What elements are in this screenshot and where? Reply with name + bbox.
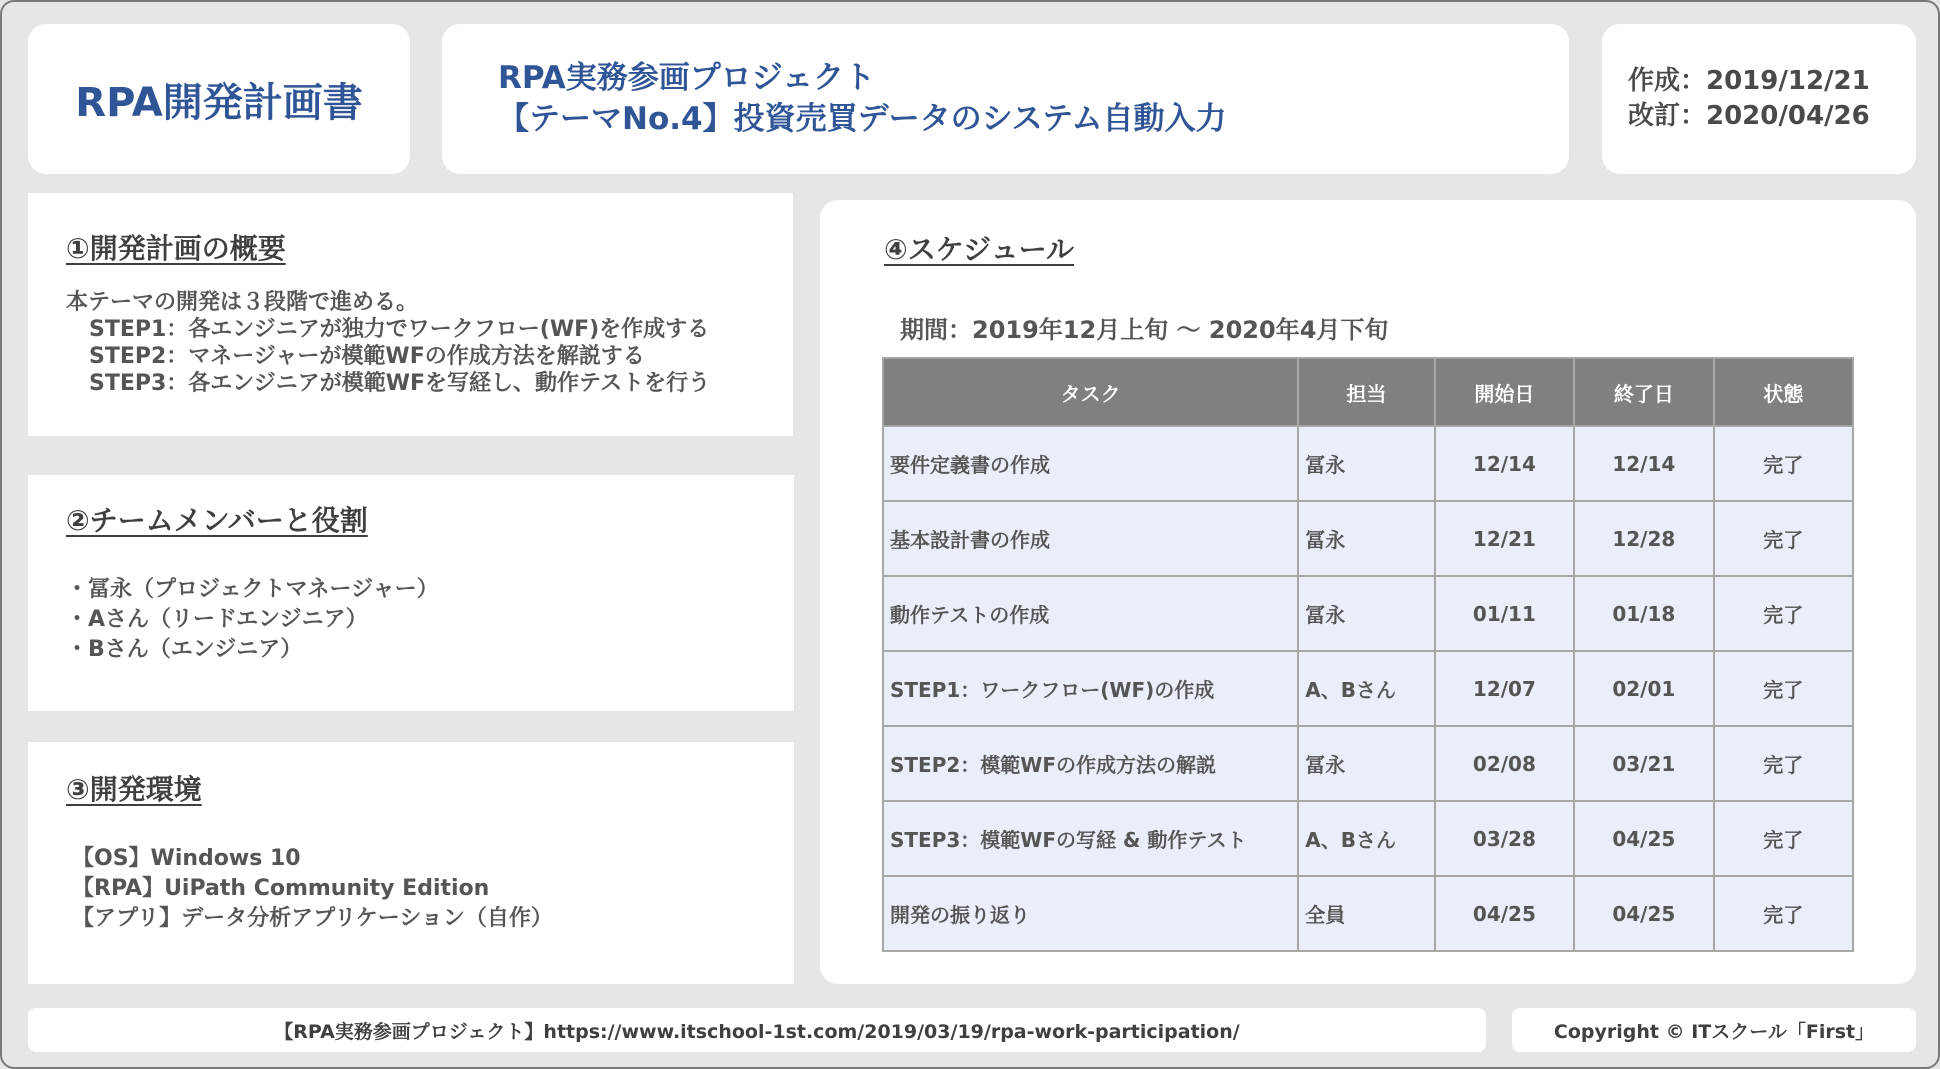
overview-intro: 本テーマの開発は３段階で進める。 (66, 290, 419, 315)
table-row (883, 426, 1853, 501)
theme-title: 【テーマNo.4】投資売買データのシステム自動入力 (498, 101, 1227, 137)
created-date: 作成：2019/12/21 (1628, 66, 1870, 96)
status-cell: 完了 (1714, 726, 1853, 801)
footer-link-bar (28, 1008, 1486, 1052)
environment-title: ③開発環境 (66, 773, 202, 806)
end-cell: 03/21 (1574, 726, 1713, 801)
owner-cell: A、Bさん (1298, 651, 1434, 726)
overview-step: STEP1：各エンジニアが独力でワークフロー(WF)を作成する (89, 317, 710, 342)
column-header-start: 開始日 (1435, 358, 1574, 426)
table-header-row (883, 358, 1853, 426)
schedule-period: 期間：2019年12月上旬 〜 2020年4月下旬 (900, 316, 1389, 344)
overview-step: STEP2：マネージャーが模範WFの作成方法を解説する (89, 344, 645, 369)
start-cell: 12/07 (1435, 651, 1574, 726)
environment-section (28, 742, 794, 984)
status-cell: 完了 (1714, 576, 1853, 651)
status-cell: 完了 (1714, 651, 1853, 726)
team-list (66, 575, 794, 665)
task-cell: STEP1：ワークフロー(WF)の作成 (883, 651, 1298, 726)
environment-item: 【アプリ】データ分析アプリケーション（自作） (72, 906, 553, 931)
column-header-status: 状態 (1714, 358, 1853, 426)
status-cell: 完了 (1714, 876, 1853, 951)
schedule-table (882, 357, 1854, 952)
start-cell: 01/11 (1435, 576, 1574, 651)
dates-card (1602, 24, 1916, 174)
task-cell: 開発の振り返り (883, 876, 1298, 951)
project-url[interactable]: 【RPA実務参画プロジェクト】https://www.itschool-1st.com/2019/03/19/rpa-work-participation/ (274, 1020, 1240, 1043)
task-cell: STEP3：模範WFの写経 & 動作テスト (883, 801, 1298, 876)
end-cell: 01/18 (1574, 576, 1713, 651)
table-row (883, 501, 1853, 576)
table-row (883, 726, 1853, 801)
table-row (883, 651, 1853, 726)
team-member: ・Bさん（エンジニア） (66, 637, 303, 662)
start-cell: 04/25 (1435, 876, 1574, 951)
overview-body (66, 289, 793, 397)
end-cell: 12/14 (1574, 426, 1713, 501)
overview-title: ①開発計画の概要 (66, 232, 286, 265)
team-section (28, 475, 794, 711)
table-row (883, 801, 1853, 876)
task-cell: 動作テストの作成 (883, 576, 1298, 651)
footer-copyright-bar (1512, 1008, 1916, 1052)
column-header-end: 終了日 (1574, 358, 1713, 426)
team-member: ・Aさん（リードエンジニア） (66, 607, 368, 632)
schedule-title: ④スケジュール (884, 233, 1075, 266)
document-title-card (28, 24, 410, 174)
project-name: RPA実務参画プロジェクト (498, 60, 876, 96)
owner-cell: A、Bさん (1298, 801, 1434, 876)
start-cell: 12/21 (1435, 501, 1574, 576)
table-row (883, 876, 1853, 951)
environment-item: 【RPA】UiPath Community Edition (72, 876, 490, 901)
revised-date: 改訂：2020/04/26 (1628, 101, 1870, 131)
overview-step: STEP3：各エンジニアが模範WFを写経し、動作テストを行う (89, 371, 711, 396)
task-cell: 基本設計書の作成 (883, 501, 1298, 576)
team-member: ・冨永（プロジェクトマネージャー） (66, 577, 439, 602)
owner-cell: 冨永 (1298, 501, 1434, 576)
column-header-task: タスク (883, 358, 1298, 426)
column-header-owner: 担当 (1298, 358, 1434, 426)
document-title: RPA開発計画書 (75, 79, 363, 126)
environment-list (66, 844, 794, 934)
status-cell: 完了 (1714, 801, 1853, 876)
end-cell: 04/25 (1574, 801, 1713, 876)
table-row (883, 576, 1853, 651)
project-title-card (442, 24, 1569, 174)
team-title: ②チームメンバーと役割 (66, 504, 368, 537)
overview-section (28, 193, 793, 436)
task-cell: 要件定義書の作成 (883, 426, 1298, 501)
schedule-section (820, 200, 1916, 984)
copyright-text: Copyright © ITスクール「First」 (1553, 1020, 1875, 1043)
status-cell: 完了 (1714, 426, 1853, 501)
end-cell: 12/28 (1574, 501, 1713, 576)
environment-item: 【OS】Windows 10 (72, 846, 301, 871)
end-cell: 04/25 (1574, 876, 1713, 951)
start-cell: 12/14 (1435, 426, 1574, 501)
owner-cell: 全員 (1298, 876, 1434, 951)
status-cell: 完了 (1714, 501, 1853, 576)
end-cell: 02/01 (1574, 651, 1713, 726)
owner-cell: 冨永 (1298, 576, 1434, 651)
start-cell: 02/08 (1435, 726, 1574, 801)
owner-cell: 冨永 (1298, 726, 1434, 801)
task-cell: STEP2：模範WFの作成方法の解説 (883, 726, 1298, 801)
start-cell: 03/28 (1435, 801, 1574, 876)
owner-cell: 冨永 (1298, 426, 1434, 501)
